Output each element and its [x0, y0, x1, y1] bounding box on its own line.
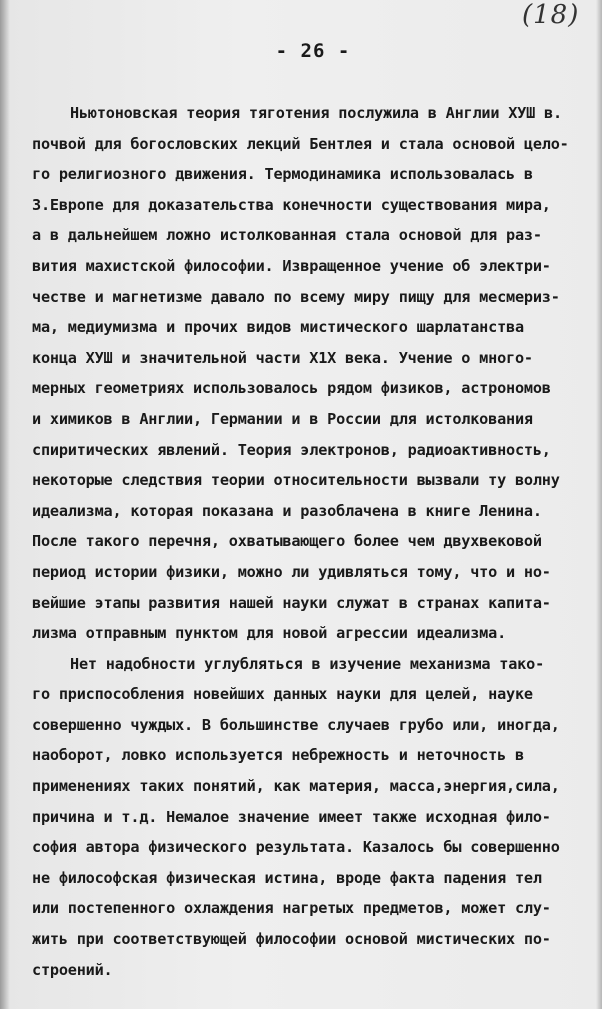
text-line: причина и т.д. Немалое значение имеет также исходная фило- — [32, 807, 551, 826]
text-line: конца ХУШ и значительной части Х1Х века. Учение о много- — [32, 348, 533, 367]
text-line: вития махистской философии. Извращенное учение об электри- — [32, 256, 551, 275]
text-line: Ньютоновская теория тяготения послужила в Англии ХУШ в. — [70, 104, 562, 122]
body-text — [32, 98, 594, 985]
text-line: ма, медиумизма и прочих видов мистического шарлатанства — [32, 318, 524, 337]
text-line: идеализма, которая показана и разоблачена в книге Ленина. — [32, 501, 542, 520]
text-line: З.Европе для доказательства конечности существования мира, — [32, 195, 551, 214]
text-line: го приспособления новейших данных науки для целей, науке — [32, 685, 533, 704]
text-line: период истории физики, можно ли удивляться тому, что и но- — [32, 562, 551, 581]
text-line: жить при соответствующей философии основой мистических по- — [32, 930, 551, 949]
text-line: совершенно чуждых. В большинстве случаев грубо или, иногда, — [32, 715, 560, 734]
text-line: или постепенного охлаждения нагретых предметов, может слу- — [32, 899, 551, 918]
handwritten-page-number: (18) — [522, 0, 580, 30]
text-line: наоборот, ловко используется небрежность и неточность в — [32, 746, 524, 765]
text-line: а в дальнейшем ложно истолкованная стала основой для раз- — [32, 226, 542, 245]
text-line: применениях таких понятий, как материя, масса,энергия,сила, — [32, 777, 560, 796]
text-line: После такого перечня, охватывающего более чем двухвековой — [32, 532, 542, 551]
text-line: мерных геометриях использовалось рядом физиков, астрономов — [32, 379, 551, 398]
text-line: некоторые следствия теории относительности вызвали ту волну — [32, 471, 560, 490]
text-line: софия автора физического результата. Казалось бы совершенно — [32, 838, 560, 857]
text-line: лизма отправным пунктом для новой агрессии идеализма. — [32, 624, 507, 643]
text-line: не философская физическая истина, вроде факта падения тел — [32, 868, 542, 887]
text-line: спиритических явлений. Теория электронов, радиоактивность, — [32, 440, 551, 459]
text-line: Нет надобности углубляться в изучение механизма тако- — [70, 654, 545, 673]
text-line: и химиков в Англии, Германии и в России для истолкования — [32, 409, 533, 428]
text-line: строений. — [32, 960, 113, 979]
text-line: честве и магнетизме давало по всему миру пищу для месмериз- — [32, 287, 560, 306]
page-number: - 26 - — [275, 40, 351, 62]
text-line: почвой для богословских лекций Бентлея и стала основой цело- — [32, 134, 569, 153]
text-line: го религиозного движения. Термодинамика использовалась в — [32, 165, 533, 184]
text-line: вейшие этапы развития нашей науки служат в странах капита- — [32, 593, 551, 612]
